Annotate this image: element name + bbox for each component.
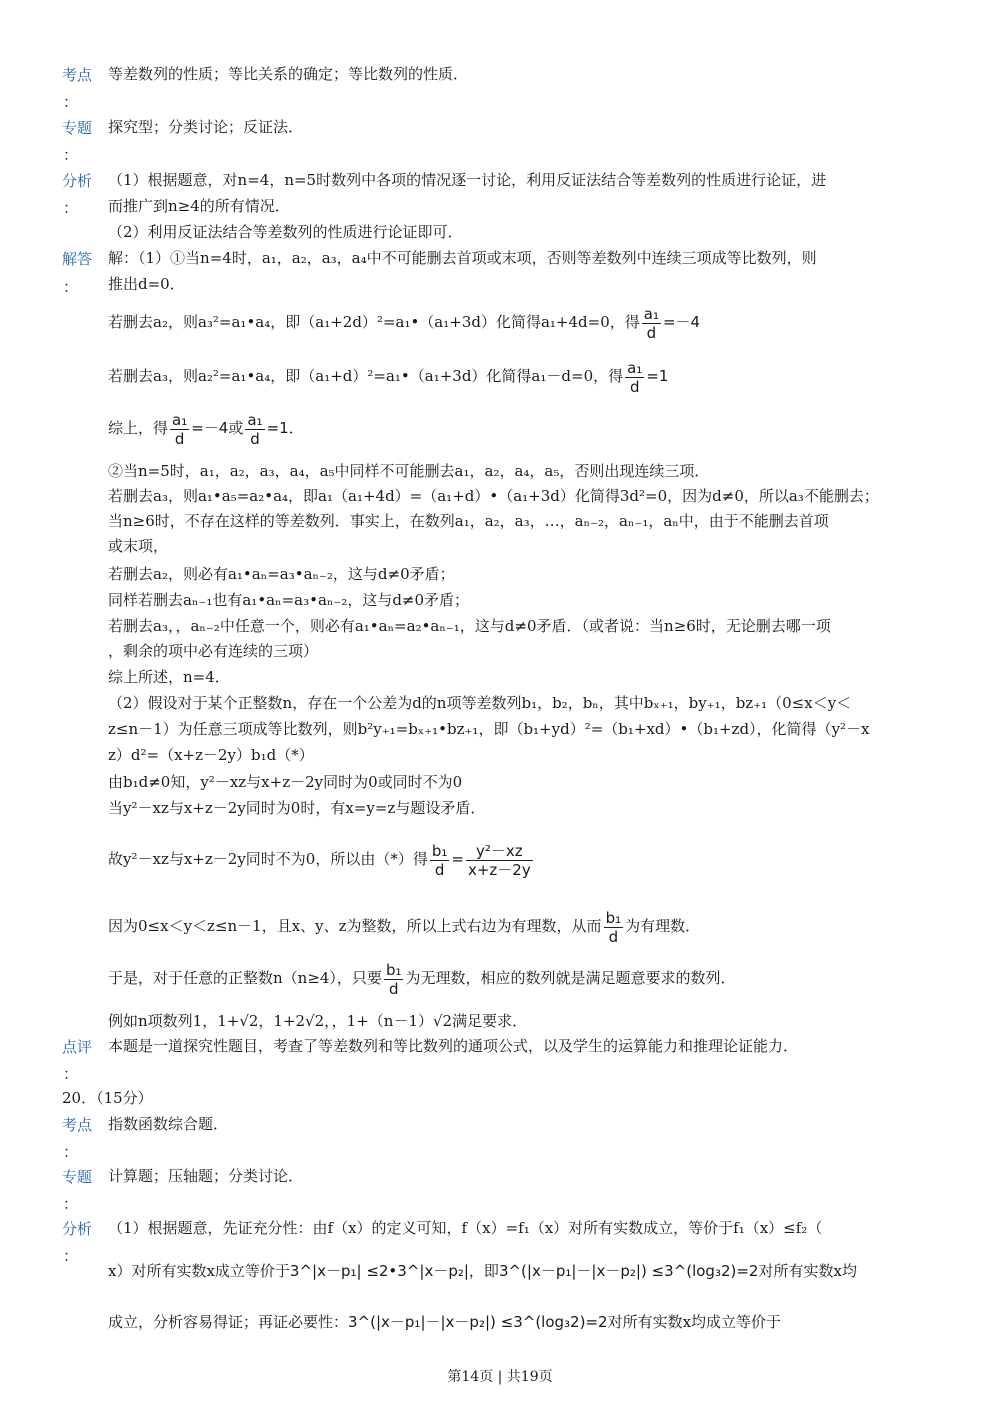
jieda-line-17: z）d²=（x+z－2y）b₁d（*）	[108, 746, 314, 764]
p20-fenxi-line-1: （1）根据题意，先证充分性：由f（x）的定义可知，f（x）=f₁（x）对所有实数成立，等价于f₁（x）≤f₂（	[108, 1219, 823, 1237]
label-zhuanti: 专题	[62, 119, 93, 137]
jieda-line-7: 若删去a₃，则a₁•a₅=a₂•a₄，即a₁（a₁+4d）=（a₁+d）•（a₁+3d）化简得3d²=0，因为d≠0，所以a₃不能删去；	[108, 487, 879, 505]
label-colon: ：	[63, 278, 79, 296]
jieda-line-3: 若删去a₂，则a₃²=a₁•a₄，即（a₁+2d）²=a₁•（a₁+3d）化简得a₁+4d=0，得 $\frac{\text{a₁}}{d}$ =－4	[108, 304, 701, 342]
jieda-line-6: ②当n=5时，a₁，a₂，a₃，a₄，a₅中同样不可能删去a₁，a₂，a₄，a₅，否则出现连续三项．	[108, 462, 710, 480]
label-colon: ：	[63, 1065, 79, 1083]
fraction-y2-xz-over-x-z-2y: $\frac{\text{y²－xz}}{x+z-2y}$	[467, 841, 531, 879]
label-colon: ：	[63, 1195, 79, 1213]
fenxi-line-1: （1）根据题意，对n=4，n=5时数列中各项的情况逐一讨论，利用反证法结合等差数列的性质进行论证，进	[108, 171, 827, 189]
jieda-line-18: 由b₁d≠0知，y²－xz与x+z－2y同时为0或同时不为0	[108, 773, 463, 791]
fraction-b1-over-d: $\frac{\text{b₁}}{d}$	[605, 908, 622, 946]
fraction-a1-over-d: $\frac{\text{a₁}}{d}$	[643, 304, 659, 342]
jieda-line-15: （2）假设对于某个正整数n，存在一个公差为d的n项等差数列b₁，b₂，bₙ，其中bₓ₊₁，by₊₁，bz₊₁（0≤x＜y＜	[108, 694, 852, 712]
jieda-line-12: 若删去a₃，，aₙ₋₂中任意一个，则必有a₁•aₙ=a₂•aₙ₋₁，这与d≠0矛盾．（或者说：当n≥6时，无论删去哪一项	[108, 617, 831, 635]
label-dianping: 点评	[62, 1038, 93, 1056]
jieda-line-5: 综上，得 $\frac{\text{a₁}}{d}$ =－4或 $\frac{\text{a₁}}{d}$ =1．	[108, 410, 304, 448]
jieda-line-14: 综上所述，n=4．	[108, 668, 230, 686]
jieda-line-19: 当y²－xz与x+z－2y同时为0时，有x=y=z与题设矛盾．	[108, 799, 486, 817]
math-inequality-1: 3^|x－p₁| ≤2•3^|x－p₂|	[289, 1262, 469, 1280]
jieda-line-1: 解：（1）①当n=4时，a₁，a₂，a₃，a₄中不可能删去首项或末项，否则等差数列中连续三项成等比数列，则	[108, 249, 817, 267]
p20-kaodian-text: 指数函数综合题．	[108, 1115, 229, 1133]
jieda-line-23: 例如n项数列1，1+√2，1+2√2，，1+（n－1）√2满足要求．	[108, 1012, 528, 1030]
math-inequality-3: 3^(|x－p₁|－|x－p₂|) ≤3^(log₃2)=2	[348, 1313, 608, 1331]
label-fenxi: 分析	[62, 1220, 93, 1238]
label-fenxi: 分析	[62, 172, 93, 190]
jieda-line-11: 同样若删去aₙ₋₁也有a₁•aₙ=a₃•aₙ₋₂，这与d≠0矛盾；	[108, 591, 470, 609]
fraction-b1-over-d: $\frac{\text{b₁}}{d}$	[385, 960, 402, 998]
jieda-line-4: 若删去a₃，则a₂²=a₁•a₄，即（a₁+d）²=a₁•（a₁+3d）化简得a₁－d=0，得 $\frac{\text{a₁}}{d}$ =1	[108, 358, 669, 396]
label-kaodian: 考点	[62, 66, 93, 84]
label-colon: ：	[63, 1247, 79, 1265]
jieda-line-10: 若删去a₂，则必有a₁•aₙ=a₃•aₙ₋₂，这与d≠0矛盾；	[108, 565, 455, 583]
label-colon: ：	[63, 199, 79, 217]
dianping-text: 本题是一道探究性题目，考查了等差数列和等比数列的通项公式，以及学生的运算能力和推理论证能力．	[108, 1037, 799, 1055]
fenxi-line-2: 而推广到n≥4的所有情况．	[108, 197, 290, 215]
jieda-line-13: ，剩余的项中必有连续的三项）	[108, 642, 319, 660]
jieda-line-2: 推出d=0．	[108, 275, 185, 293]
p20-fenxi-line-2: x）对所有实数x成立等价于3^|x－p₁| ≤2•3^|x－p₂|，即3^(|x－p₁|－|x－p₂|) ≤3^(log₃2)=2对所有实数x均	[108, 1262, 857, 1280]
jieda-line-20: 故y²－xz与x+z－2y同时不为0，所以由（*）得 $\frac{\text{b₁}}{d}$ = $\frac{\text{y²－xz}}{x+z-2y}$	[108, 841, 531, 879]
problem-20-header: 20．（15分）	[62, 1089, 153, 1107]
label-kaodian: 考点	[62, 1116, 93, 1134]
p20-fenxi-line-3: 成立，分析容易得证；再证必要性：3^(|x－p₁|－|x－p₂|) ≤3^(log₃2)=2对所有实数x均成立等价于	[108, 1313, 782, 1331]
fraction-a1-over-d: $\frac{\text{a₁}}{d}$	[247, 410, 263, 448]
jieda-line-21: 因为0≤x＜y＜z≤n－1，且x、y、z为整数，所以上式右边为有理数，从而 $\frac{\text{b₁}}{d}$ 为有理数．	[108, 908, 701, 946]
jieda-line-9: 或末项，	[108, 537, 169, 555]
label-colon: ：	[63, 1143, 79, 1161]
jieda-line-22: 于是，对于任意的正整数n（n≥4），只要 $\frac{\text{b₁}}{d}$ 为无理数，相应的数列就是满足题意要求的数列．	[108, 960, 736, 998]
label-jieda: 解答	[62, 250, 93, 268]
jieda-line-16: z≤n－1）为任意三项成等比数列，则b²y₊₁=bₓ₊₁•bz₊₁，即（b₁+yd）²=（b₁+xd）•（b₁+zd），化简得（y²－x	[108, 720, 870, 738]
page-footer: 第14页 | 共19页	[447, 1369, 553, 1385]
math-inequality-2: 3^(|x－p₁|－|x－p₂|) ≤3^(log₃2)=2	[498, 1262, 759, 1280]
fenxi-line-3: （2）利用反证法结合等差数列的性质进行论证即可．	[108, 223, 463, 241]
p20-zhuanti-text: 计算题；压轴题；分类讨论．	[108, 1167, 304, 1185]
label-zhuanti: 专题	[62, 1168, 93, 1186]
fraction-a1-over-d: $\frac{\text{a₁}}{d}$	[172, 410, 188, 448]
jieda-line-8: 当n≥6时，不存在这样的等差数列．事实上，在数列a₁，a₂，a₃，…，aₙ₋₂，aₙ₋₁，aₙ中，由于不能删去首项	[108, 512, 829, 530]
fraction-b1-over-d: $\frac{\text{b₁}}{d}$	[431, 841, 448, 879]
label-colon: ：	[63, 93, 79, 111]
zhuanti-text: 探究型；分类讨论；反证法．	[108, 118, 304, 136]
fraction-a1-over-d: $\frac{\text{a₁}}{d}$	[627, 358, 643, 396]
label-colon: ：	[63, 146, 79, 164]
kaodian-text: 等差数列的性质；等比关系的确定；等比数列的性质．	[108, 65, 469, 83]
